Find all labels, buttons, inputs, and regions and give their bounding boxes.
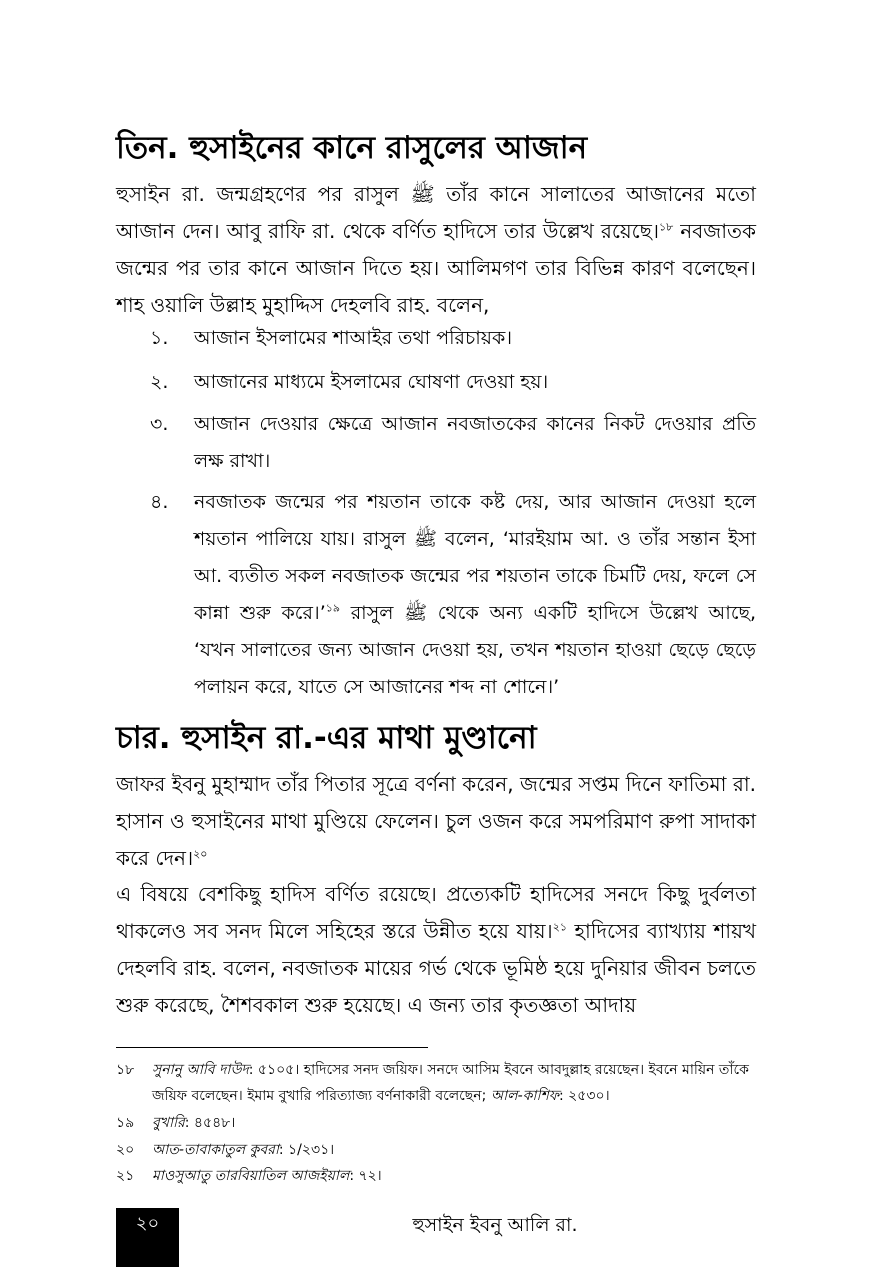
paragraph-shaving [116, 766, 756, 877]
section-heading-head-shaving: চার. হুসাইন রা.-এর মাথা মুণ্ডানো [116, 720, 537, 756]
footnote-source: আত-তাবাকাতুল কুবরা [152, 1142, 279, 1158]
paragraph-azan-intro [116, 176, 756, 324]
paragraph-text-cont: নবজাতক জন্মের পর তার কানে আজান দিতে হয়। আলিমগণ তার বিভিন্ন কারণ বলেছেন। শাহ ওয়ালি উল্লাহ মুহাদ্দিস দেহলবি রাহ. বলেন, [116, 219, 756, 317]
footnote-divider [116, 1047, 428, 1048]
footnote-text [152, 1110, 756, 1136]
footnote-19 [116, 1110, 756, 1136]
footnote-source: মাওসুআতু তারবিয়াতিল আজইয়াল [152, 1168, 350, 1184]
list-number: ৪. [150, 491, 169, 513]
footnote-detail: : ১/২৩১। [278, 1142, 335, 1158]
list-text: আজানের মাধ্যমে ইসলামের ঘোষণা দেওয়া হয়। [194, 371, 549, 393]
footnote-text [152, 1057, 756, 1109]
footnote-ref-18[interactable]: ১৮ [658, 220, 674, 234]
footnote-detail: : ৫১০৫। হাদিসের সনদ জয়িফ। সনদে আসিম ইবনে আবদুল্লাহ রয়েছেন। ইবনে মায়িন তাঁকে জয়িফ বলেছেন। ইমাম বুখারি পরিত্যাজ্য বর্ণনাকারী বলেছেন; [152, 1062, 749, 1104]
paragraph-text: হুসাইন রা. জন্মগ্রহণের পর রাসুল ﷺ তাঁর কানে সালাতের আজানের মতো আজান দেন। আবু রাফি রা. থেকে বর্ণিত হাদিসে তার উল্লেখ রয়েছে। [116, 182, 756, 243]
list-text [194, 484, 756, 706]
footnote-ref-21[interactable]: ২১ [552, 920, 567, 934]
footnote-text [152, 1163, 756, 1189]
paragraph-text-cont: হাদিসের ব্যাখ্যায় শায়খ দেহলবি রাহ. বলেন, নবজাতক মায়ের গর্ভ থেকে ভূমিষ্ঠ হয়ে দুনিয়ার জীবন চলতে শুরু করেছে, শৈশবকাল শুরু হয়েছে। এ জন্য তার কৃতজ্ঞতা আদায় [116, 919, 756, 1017]
paragraph-hadith-strength [116, 876, 756, 1024]
list-number: ২. [150, 371, 169, 393]
footnote-source: বুখারি [152, 1115, 185, 1131]
section-heading-azan: তিন. হুসাইনের কানে রাসুলের আজান [116, 130, 588, 166]
footnote-number: ১৯ [116, 1115, 135, 1131]
footnote-18 [116, 1057, 756, 1109]
page-number: ২০ [135, 1213, 160, 1234]
page-number-box [116, 1208, 179, 1267]
list-text: আজান ইসলামের শাআইর তথা পরিচায়ক। [194, 327, 513, 349]
footnote-number: ১৮ [116, 1062, 135, 1078]
footnote-ref-20[interactable]: ২০ [193, 847, 208, 861]
footnote-number: ২০ [116, 1142, 135, 1158]
footnote-source-2: আল-কাশিফ [490, 1088, 560, 1104]
list-number: ১. [150, 327, 169, 349]
footnote-21 [116, 1163, 756, 1189]
footnote-detail: : ৭২। [349, 1168, 382, 1184]
paragraph-text: এ বিষয়ে বেশকিছু হাদিস বর্ণিত রয়েছে। প্রত্যেকটি হাদিসের সনদে কিছু দুর্বলতা থাকলেও সব সনদ মিলে সহিহের স্তরে উন্নীত হয়ে যায়। [116, 882, 756, 943]
list-number: ৩. [150, 413, 169, 435]
running-footer-title: হুসাইন ইবনু আলি রা. [412, 1214, 578, 1236]
footnote-number: ২১ [116, 1168, 135, 1184]
list-text-cont: রাসুল ﷺ থেকে অন্য একটি হাদিসে উল্লেখ আছে, ‘যখন সালাতের জন্য আজান দেওয়া হয়, তখন শয়তান হাওয়া ছেড়ে ছেড়ে পলায়ন করে, যাতে সে আজানের শব্দ না শোনে।’ [194, 602, 757, 698]
list-text-part: নবজাতক জন্মের পর শয়তান তাকে কষ্ট দেয়, আর আজান দেওয়া হলে শয়তান পালিয়ে যায়। রাসুল ﷺ বলেন, ‘মারইয়াম আ. ও তাঁর সন্তান ইসা আ. ব্যতীত সকল নবজাতক জন্মের পর শয়তান তাকে চিমটি দেয়, ফলে সে কান্না শুরু করে।’ [194, 491, 756, 624]
list-text: আজান দেওয়ার ক্ষেত্রে আজান নবজাতকের কানের নিকট দেওয়ার প্রতি লক্ষ রাখা। [194, 413, 756, 472]
footnote-20 [116, 1137, 756, 1163]
footnote-source: সুনানু আবি দাউদ [152, 1062, 249, 1078]
footnote-detail-2: : ২৫৩০। [559, 1088, 610, 1104]
footnote-detail: : ৪৫৪৮। [184, 1115, 236, 1131]
footnote-ref-19[interactable]: ১৯ [325, 601, 341, 615]
paragraph-text: জাফর ইবনু মুহাম্মাদ তাঁর পিতার সূত্রে বর্ণনা করেন, জন্মের সপ্তম দিনে ফাতিমা রা. হাসান ও হুসাইনের মাথা মুণ্ডিয়ে ফেলেন। চুল ওজন করে সমপরিমাণ রুপা সাদাকা করে দেন। [116, 772, 756, 870]
footnote-text [152, 1137, 756, 1163]
